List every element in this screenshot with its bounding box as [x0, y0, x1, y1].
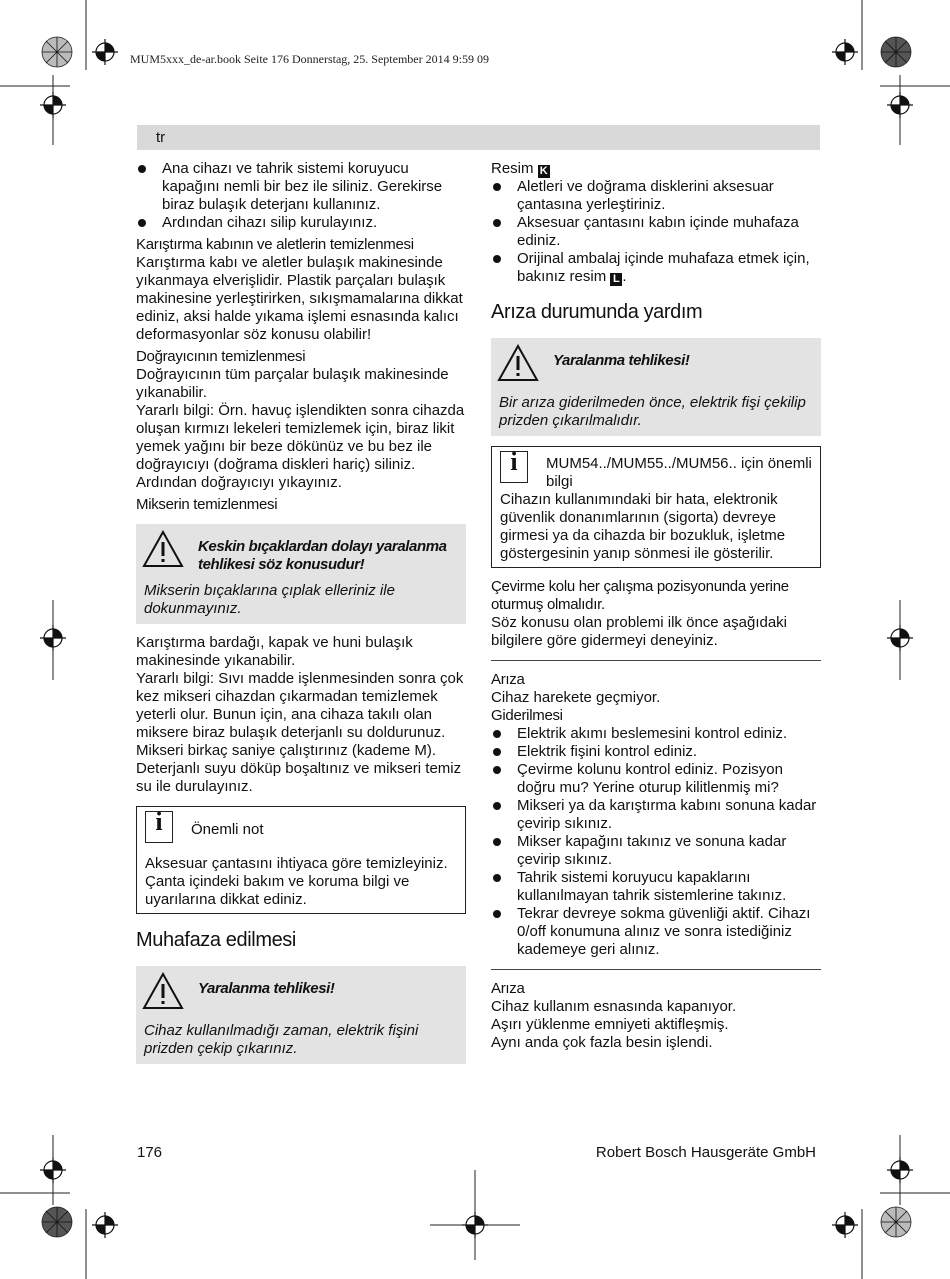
important-note-box — [136, 806, 466, 914]
dicer-cleaning-heading: Doğrayıcının temizlenmesi — [136, 348, 306, 365]
info-icon — [145, 811, 173, 843]
info-icon — [500, 451, 528, 483]
warning-body: Mikserin bıçaklarına çıplak elleriniz ile dokunmayınız. — [144, 582, 395, 617]
troubleshooting-title: Arıza durumunda yardım — [491, 301, 703, 323]
tip-text: Sıvı madde işlenmesinden sonra çok kez mikseri cihazdan çıkarmadan temizlemek yeterli olur. Bunun için, ana cihaza takılı olan miksere biraz bulaşık deterjanlı su doldurunuz. Mikseri birkaç saniye çalıştırınız (kademe M). Deterjanlı suyu döküp boşaltınız ve mikseri temiz su ile durulayınız. — [136, 670, 464, 795]
tip-label: Yararlı bilgi: — [136, 670, 215, 687]
knob-text: Söz konusu olan problemi ilk önce aşağıdaki bilgilere göre gidermeyi deneyiniz. — [491, 614, 788, 649]
tip-label: Yararlı bilgi: — [136, 402, 215, 419]
note-title: Önemli not — [191, 821, 264, 838]
info-body: Cihazın kullanımındaki bir hata, elektronik güvenlik donanımlarının (sigorta) devreye girmesi ya da cihazda bir bozukluk, işletme göstergesinin yanıp sönmesi ile gösterilir. — [500, 491, 786, 562]
figure-key-k: K — [538, 165, 550, 178]
fault-text: Cihaz harekete geçmiyor. — [491, 689, 661, 706]
warning-title: Yaralanma tehlikesi! — [553, 352, 690, 369]
list-item: Mikser kapağını takınız ve sonuna kadar çevirip sıkınız. — [491, 833, 821, 869]
mixer-cleaning-text: Karıştırma bardağı, kapak ve huni bulaşık makinesinde yıkanabilir. — [136, 634, 413, 669]
list-item: Elektrik akımı beslemesini kontrol ediniz. — [491, 725, 821, 743]
page-number: 176 — [137, 1144, 163, 1161]
warning-triangle-icon — [142, 530, 184, 568]
warning-triangle-icon — [142, 972, 184, 1010]
left-column — [136, 160, 466, 1074]
warning-triangle-icon — [497, 344, 539, 382]
info-title: MUM54../MUM55../MUM56.. için önemli bilgi — [546, 455, 812, 490]
list-item: Aletleri ve doğrama disklerini aksesuar çantasına yerleştiriniz. — [491, 178, 821, 214]
fault-label: Arıza — [491, 980, 525, 997]
figure-ref-word: resim — [569, 268, 607, 285]
list-item: Elektrik fişini kontrol ediniz. — [491, 743, 821, 761]
storage-bullets — [491, 178, 821, 286]
mixer-cleaning-heading: Mikserin temizlenmesi — [136, 496, 278, 513]
fault-label: Arıza — [491, 671, 525, 688]
fault-line: Aşırı yüklenme emniyeti aktifleşmiş. — [491, 1016, 729, 1033]
list-item: Aksesuar çantasını kabın içinde muhafaza ediniz. — [491, 214, 821, 250]
storage-section-title: Muhafaza edilmesi — [136, 929, 296, 951]
tip2-paragraph — [136, 670, 466, 796]
figure-key-l: L — [610, 273, 622, 286]
bowl-cleaning-text: Karıştırma kabı ve aletler bulaşık makinesinde yıkanmaya elverişlidir. Plastik parçaları bulaşık makinesine yerleştirirken, sıkışmamalarına dikkat ediniz, aksi halde yıkama işlemi esnasında kalıcı deformasyonlar söz konusu olabilir! — [136, 254, 463, 343]
list-item: Tahrik sistemi koruyucu kapaklarını kullanılmayan tahrik sistemlerine takınız. — [491, 869, 821, 905]
list-item-text: Orijinal ambalaj içinde muhafaza etmek için, bakınız — [517, 250, 810, 285]
figure-label: Resim — [491, 160, 534, 177]
list-item: Mikseri ya da karıştırma kabını sonuna kadar çevirip sıkınız. — [491, 797, 821, 833]
right-column — [491, 160, 821, 1052]
warning-title: Yaralanma tehlikesi! — [198, 980, 335, 997]
dicer-cleaning-text: Doğrayıcının tüm parçalar bulaşık makinesinde yıkanabilir. — [136, 366, 449, 401]
cleaning-bullets — [136, 160, 466, 232]
publisher-name: Robert Bosch Hausgeräte GmbH — [595, 1144, 816, 1161]
knob-heading: Çevirme kolu her çalışma pozisyonunda yerine oturmuş olmalıdır. — [491, 578, 789, 613]
remedy-list — [491, 725, 821, 959]
print-file-header: MUM5xxx_de-ar.book Seite 176 Donnerstag, 25. September 2014 9:59 09 — [130, 52, 489, 66]
note-body: Aksesuar çantasını ihtiyaca göre temizleyiniz. Çanta içindeki bakım ve koruma bilgi ve uyarılarına dikkat ediniz. — [145, 855, 448, 908]
list-item: Ana cihazı ve tahrik sistemi koruyucu kapağını nemli bir bez ile siliniz. Gerekirse biraz bulaşık deterjanı kullanınız. — [136, 160, 466, 214]
tip-text: Örn. havuç işlendikten sonra cihazda oluşan kırmızı lekeleri temizlemek için, biraz likit yemek yağını bir beze dökünüz ve bu bez ile doğrayıcıyı (doğrama diskleri hariç) siliniz. Ardından doğrayıcıyı yıkayınız. — [136, 402, 465, 491]
warning-box-storage — [136, 966, 466, 1064]
warning-body: Cihaz kullanılmadığı zaman, elektrik fişini prizden çekip çıkarınız. — [144, 1022, 419, 1057]
figure-reference — [491, 160, 821, 178]
list-item: Çevirme kolunu kontrol ediniz. Pozisyon doğru mu? Yerine oturup kilitlenmiş mi? — [491, 761, 821, 797]
list-item: Ardından cihazı silip kurulayınız. — [136, 214, 466, 232]
language-bar — [137, 125, 820, 150]
warning-box-unplug — [491, 338, 821, 436]
language-code: tr — [156, 129, 166, 146]
list-item: Tekrar devreye sokma güvenliği aktif. Cihazı 0/off konumuna alınız ve sonra istediğiniz kademeye geri alınız. — [491, 905, 821, 959]
bowl-cleaning-heading: Karıştırma kabının ve aletlerin temizlenmesi — [136, 236, 414, 253]
divider — [491, 660, 821, 661]
model-info-box — [491, 446, 821, 568]
warning-body: Bir arıza giderilmeden önce, elektrik fişi çekilip prizden çıkarılmalıdır. — [499, 394, 806, 429]
fault-line: Cihaz kullanım esnasında kapanıyor. — [491, 998, 737, 1015]
remedy-label: Giderilmesi — [491, 707, 563, 724]
tip-paragraph — [136, 402, 466, 492]
warning-title: Keskin bıçaklardan dolayı yaralanma tehlikesi söz konusudur! — [198, 538, 447, 573]
warning-box-blades — [136, 524, 466, 624]
list-item: Orijinal ambalaj içinde muhafaza etmek için, bakınız resim L . — [491, 250, 821, 286]
divider — [491, 969, 821, 970]
fault-line: Aynı anda çok fazla besin işlendi. — [491, 1034, 713, 1051]
